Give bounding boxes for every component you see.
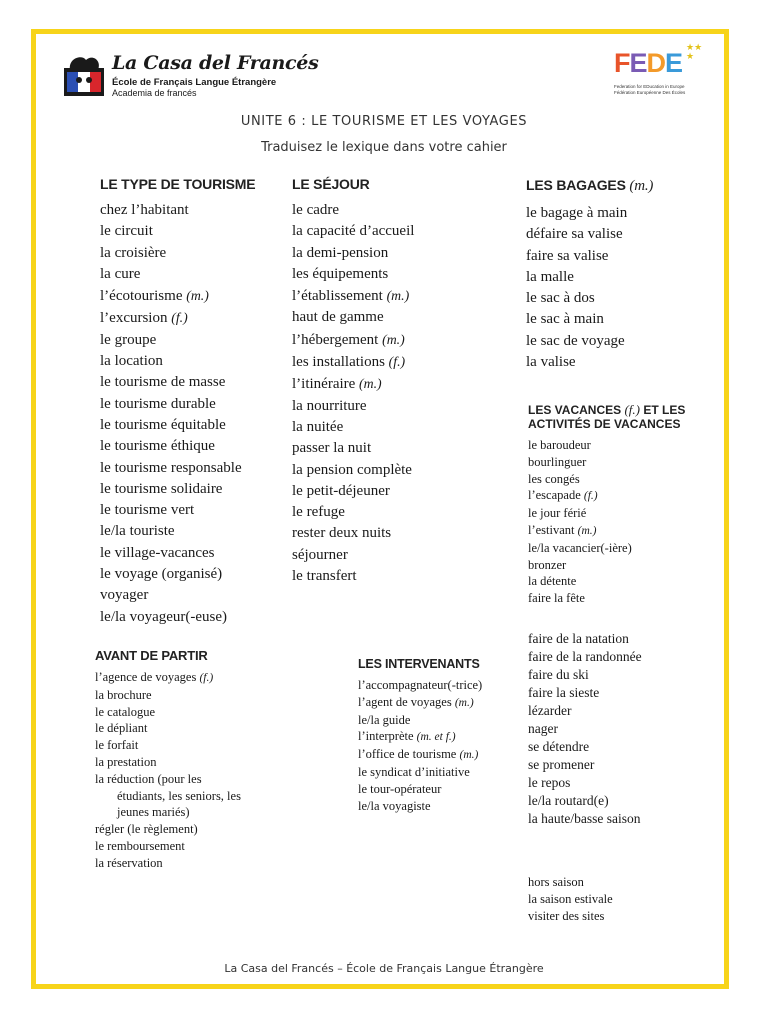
- section-title-text: ET LES: [643, 403, 686, 417]
- vocab-term: voyager: [100, 587, 149, 604]
- vocab-term: le/la vacancier(-ière): [528, 540, 632, 555]
- section-vacances-activities: [528, 630, 642, 828]
- vocab-term: le catalogue: [95, 704, 156, 719]
- vocab-term: le repos: [528, 775, 571, 790]
- vocab-term: faire du ski: [528, 667, 589, 682]
- section-title-text: LES VACANCES: [528, 403, 622, 417]
- vocab-item: [100, 200, 255, 221]
- vocab-item: [292, 502, 414, 523]
- vocab-item: [100, 585, 255, 606]
- vocab-item: [95, 771, 241, 788]
- fede-letter: E: [665, 48, 683, 78]
- vocab-term: l’hébergement: [292, 331, 379, 348]
- vocab-item: [292, 285, 414, 307]
- section-vacances: [528, 403, 685, 607]
- vocab-term: le bagage à main: [526, 205, 628, 221]
- vocab-item: [528, 666, 642, 684]
- word-list: [526, 203, 653, 373]
- vocab-term: jeunes mariés): [117, 805, 190, 820]
- unit-title: UNITE 6 : LE TOURISME ET LES VOYAGES: [240, 114, 528, 129]
- vocab-term: le/la voyageur(-euse): [100, 608, 228, 625]
- vocab-term: passer la nuit: [292, 440, 372, 457]
- vocab-term: se promener: [528, 757, 595, 772]
- section-title: [526, 177, 653, 195]
- vocab-item: [528, 720, 642, 738]
- vocab-item: [358, 694, 482, 712]
- vocab-term: le tourisme responsable: [100, 459, 242, 476]
- vocab-term: le sac de voyage: [526, 332, 625, 349]
- vocab-term: les installations: [292, 354, 385, 371]
- mascot-logo-icon: [62, 54, 106, 98]
- vocab-item: [100, 307, 255, 329]
- word-list: [528, 630, 642, 828]
- vocab-term: faire la sieste: [528, 685, 600, 700]
- vocab-item: [292, 438, 414, 459]
- vocab-term: le tourisme équitable: [100, 416, 226, 433]
- gender-note: (m.): [629, 178, 654, 194]
- vocab-item: [526, 309, 653, 330]
- vocab-term: les congés: [528, 471, 580, 486]
- section-title-line2: ACTIVITÉS DE VACANCES: [528, 417, 681, 431]
- logo-subtitle-es: Academia de francés: [112, 88, 197, 98]
- vocab-term: se détendre: [528, 739, 590, 754]
- section-title: [528, 403, 685, 417]
- vocab-term: la location: [100, 353, 163, 370]
- vocab-item: [100, 521, 255, 542]
- vocab-item: [292, 373, 414, 395]
- vocab-term: l’établissement: [292, 288, 383, 305]
- vocab-term: la nourriture: [292, 397, 367, 414]
- vocab-item: [528, 590, 685, 607]
- vocab-term: la réduction (pour les: [95, 771, 202, 786]
- vocab-item: [100, 243, 255, 264]
- vocab-term: l’agence de voyages: [95, 670, 197, 684]
- vocab-item: [95, 855, 241, 872]
- vocab-item: [528, 756, 642, 774]
- vocab-item: [358, 746, 482, 764]
- vocab-term: le transfert: [292, 568, 357, 585]
- vocab-term: le/la routard(e): [528, 793, 609, 808]
- vocab-item: [100, 394, 255, 415]
- section-type-tourisme: [100, 176, 255, 628]
- vocab-item: [528, 454, 685, 471]
- fede-caption-fr: Fédération Européenne Des Écoles: [614, 90, 686, 95]
- vocab-item: [100, 500, 255, 521]
- gender-note: (m.): [359, 376, 382, 392]
- word-list: [358, 677, 482, 814]
- vocab-term: rester deux nuits: [292, 525, 392, 542]
- instruction: Traduisez le lexique dans votre cahier: [261, 140, 507, 155]
- gender-note: (m.): [382, 331, 405, 347]
- vocab-term: la détente: [528, 574, 577, 589]
- word-list: [528, 874, 613, 924]
- vocab-item: [95, 838, 241, 855]
- footer: La Casa del Francés – École de Français Langue Étrangère: [224, 962, 544, 975]
- section-avant-partir: [95, 648, 241, 872]
- vocab-term: le tourisme durable: [100, 395, 216, 412]
- vocab-term: le syndicat d’initiative: [358, 764, 470, 779]
- vocab-item: [100, 372, 255, 393]
- vocab-item: [528, 487, 685, 505]
- gender-note: (f.): [388, 354, 406, 370]
- vocab-item: [528, 471, 685, 488]
- vocab-item: [292, 200, 414, 221]
- vocab-term: le voyage (organisé): [100, 566, 223, 583]
- vocab-item: [358, 712, 482, 729]
- word-list: [528, 437, 685, 607]
- vocab-term: le baroudeur: [528, 438, 591, 452]
- vocab-term: bronzer: [528, 557, 567, 572]
- vocab-term: l’interprète: [358, 729, 414, 744]
- vocab-term: hors saison: [528, 875, 584, 889]
- vocab-item: [528, 522, 685, 540]
- vocab-term: défaire sa valise: [526, 226, 623, 243]
- vocab-term: visiter des sites: [528, 908, 605, 923]
- vocab-item: [528, 891, 613, 908]
- vocab-term: le/la guide: [358, 712, 411, 727]
- vocab-term: l’office de tourisme: [358, 747, 457, 762]
- vocab-term: l’excursion: [100, 310, 168, 327]
- vocab-term: la brochure: [95, 687, 152, 702]
- vocab-item: [100, 221, 255, 242]
- vocab-term: étudiants, les seniors, les: [117, 788, 241, 803]
- vocab-term: le tour-opérateur: [358, 781, 442, 796]
- gender-note: (f.): [583, 490, 598, 503]
- vocab-term: le tourisme éthique: [100, 438, 215, 455]
- vocab-item: [358, 677, 482, 694]
- vocab-term: la saison estivale: [528, 891, 613, 906]
- stars-icon: ★★ ★: [686, 43, 703, 62]
- vocab-item: [528, 505, 685, 522]
- vocab-term: faire sa valise: [526, 247, 609, 264]
- gender-note: (f.): [199, 672, 214, 684]
- vocab-term: la demi-pension: [292, 244, 389, 261]
- vocab-item: [100, 330, 255, 351]
- vocab-item: [528, 810, 642, 828]
- vocab-item: [292, 460, 414, 481]
- vocab-term: le/la touriste: [100, 523, 175, 540]
- vocab-item: [95, 669, 241, 687]
- section-vacances-seasons: [528, 874, 613, 924]
- vocab-term: régler (le règlement): [95, 822, 198, 837]
- vocab-term: le village-vacances: [100, 544, 215, 561]
- vocab-item: [528, 684, 642, 702]
- gender-note: (m.): [386, 288, 410, 304]
- vocab-item: [292, 545, 414, 566]
- vocab-term: la réservation: [95, 855, 163, 870]
- vocab-item: [100, 543, 255, 564]
- school-logo: [62, 52, 319, 100]
- word-list: [292, 200, 414, 587]
- vocab-item: [358, 728, 482, 746]
- vocab-item: [292, 417, 414, 438]
- vocab-term: séjourner: [292, 546, 348, 563]
- section-title: LE SÉJOUR: [292, 176, 370, 192]
- vocab-term: le sac à dos: [526, 290, 595, 307]
- gender-note: (f.): [624, 402, 640, 417]
- vocab-item: [528, 908, 613, 925]
- vocab-term: faire de la natation: [528, 631, 629, 646]
- gender-note: (m.): [186, 288, 209, 304]
- vocab-term: l’accompagnateur(-trice): [358, 678, 483, 692]
- vocab-item: [100, 564, 255, 585]
- vocab-item: [526, 267, 653, 288]
- vocab-term: la prestation: [95, 754, 157, 769]
- vocab-item: [95, 720, 241, 737]
- vocab-item: [292, 523, 414, 544]
- vocab-term: faire la fête: [528, 591, 585, 606]
- vocab-item: [292, 264, 414, 285]
- vocab-term: le tourisme vert: [100, 502, 195, 519]
- vocab-term: le jour férié: [528, 506, 587, 521]
- vocab-item: [528, 792, 642, 810]
- vocab-item: [292, 351, 414, 373]
- section-title: LES INTERVENANTS: [358, 657, 480, 671]
- vocab-item: [292, 566, 414, 587]
- vocab-item: [95, 821, 241, 838]
- vocab-item: [526, 288, 653, 309]
- vocab-item: [100, 436, 255, 457]
- vocab-item: [95, 788, 241, 805]
- vocab-term: le cadre: [292, 202, 340, 218]
- vocab-item: [526, 246, 653, 267]
- vocab-term: le remboursement: [95, 838, 185, 853]
- vocab-term: les équipements: [292, 265, 389, 282]
- gender-note: (m.): [577, 524, 597, 537]
- vocab-item: [95, 737, 241, 754]
- vocab-item: [292, 329, 414, 351]
- vocab-term: nager: [528, 721, 558, 736]
- vocab-item: [95, 687, 241, 704]
- vocab-term: le petit-déjeuner: [292, 482, 390, 499]
- vocab-item: [526, 203, 653, 224]
- vocab-item: [526, 224, 653, 245]
- vocab-term: l’écotourisme: [100, 288, 183, 305]
- vocab-item: [528, 437, 685, 454]
- vocab-item: [100, 415, 255, 436]
- vocab-item: [358, 781, 482, 798]
- vocab-item: [528, 630, 642, 648]
- vocab-term: l’itinéraire: [292, 376, 356, 393]
- vocab-item: [528, 738, 642, 756]
- vocab-term: le dépliant: [95, 721, 148, 736]
- vocab-item: [292, 243, 414, 264]
- vocab-item: [292, 481, 414, 502]
- vocab-term: la nuitée: [292, 418, 344, 435]
- vocab-item: [95, 704, 241, 721]
- vocab-term: chez l’habitant: [100, 202, 189, 218]
- gender-note: (m. et f.): [416, 731, 456, 744]
- vocab-term: haut de gamme: [292, 309, 384, 326]
- vocab-item: [292, 396, 414, 417]
- fede-letter: F: [614, 48, 630, 78]
- vocab-term: la cure: [100, 265, 141, 282]
- fede-logo: [612, 44, 712, 100]
- vocab-term: l’estivant: [528, 522, 575, 537]
- vocab-item: [528, 774, 642, 792]
- vocab-term: bourlinguer: [528, 454, 587, 469]
- vocab-term: le sac à main: [526, 311, 604, 328]
- vocab-term: faire de la randonnée: [528, 649, 642, 664]
- vocab-item: [528, 648, 642, 666]
- vocab-item: [95, 804, 241, 821]
- vocab-term: le refuge: [292, 504, 345, 521]
- vocab-term: l’agent de voyages: [358, 694, 452, 709]
- vocab-item: [528, 874, 613, 891]
- vocab-item: [358, 764, 482, 781]
- section-intervenants: [358, 657, 482, 814]
- vocab-item: [95, 754, 241, 771]
- gender-note: (m.): [454, 696, 474, 709]
- section-title-text: LES BAGAGES: [526, 177, 626, 193]
- word-list: [100, 200, 255, 628]
- vocab-term: le/la voyagiste: [358, 798, 431, 813]
- vocab-term: la haute/basse saison: [528, 811, 641, 826]
- vocab-item: [100, 458, 255, 479]
- fede-caption-en: Federation for EDucation in Europe: [614, 84, 685, 89]
- vocab-term: le forfait: [95, 738, 139, 753]
- section-title: AVANT DE PARTIR: [95, 648, 208, 663]
- vocab-item: [358, 798, 482, 815]
- vocab-item: [528, 540, 685, 557]
- vocab-item: [292, 307, 414, 328]
- vocab-item: [100, 264, 255, 285]
- fede-wordmark: [614, 48, 682, 79]
- logo-title: La Casa del Francés: [112, 52, 319, 74]
- section-sejour: [292, 176, 414, 587]
- vocab-term: la croisière: [100, 244, 167, 261]
- vocab-item: [526, 331, 653, 352]
- vocab-term: le tourisme de masse: [100, 374, 226, 391]
- vocab-term: l’escapade: [528, 488, 581, 503]
- vocab-term: la pension complète: [292, 461, 412, 478]
- vocab-item: [528, 573, 685, 590]
- logo-subtitle: École de Français Langue Étrangère: [112, 77, 277, 88]
- vocab-item: [526, 352, 653, 373]
- fede-letter: D: [646, 48, 666, 78]
- fede-letter: E: [629, 48, 647, 78]
- vocab-item: [292, 221, 414, 242]
- vocab-term: le circuit: [100, 223, 153, 240]
- gender-note: (m.): [459, 749, 479, 762]
- gender-note: (f.): [171, 310, 188, 326]
- vocab-term: la capacité d’accueil: [292, 223, 415, 240]
- vocab-term: la malle: [526, 268, 574, 285]
- vocab-term: le groupe: [100, 331, 157, 348]
- vocab-item: [100, 351, 255, 372]
- vocab-item: [528, 557, 685, 574]
- vocab-item: [100, 607, 255, 628]
- vocab-term: la valise: [526, 354, 576, 371]
- vocab-item: [100, 285, 255, 307]
- vocab-term: le tourisme solidaire: [100, 480, 223, 497]
- vocab-item: [100, 479, 255, 500]
- vocab-term: lézarder: [528, 703, 572, 718]
- word-list: [95, 669, 241, 872]
- vocab-item: [528, 702, 642, 720]
- section-bagages: [526, 177, 653, 373]
- section-title: LE TYPE DE TOURISME: [100, 176, 256, 192]
